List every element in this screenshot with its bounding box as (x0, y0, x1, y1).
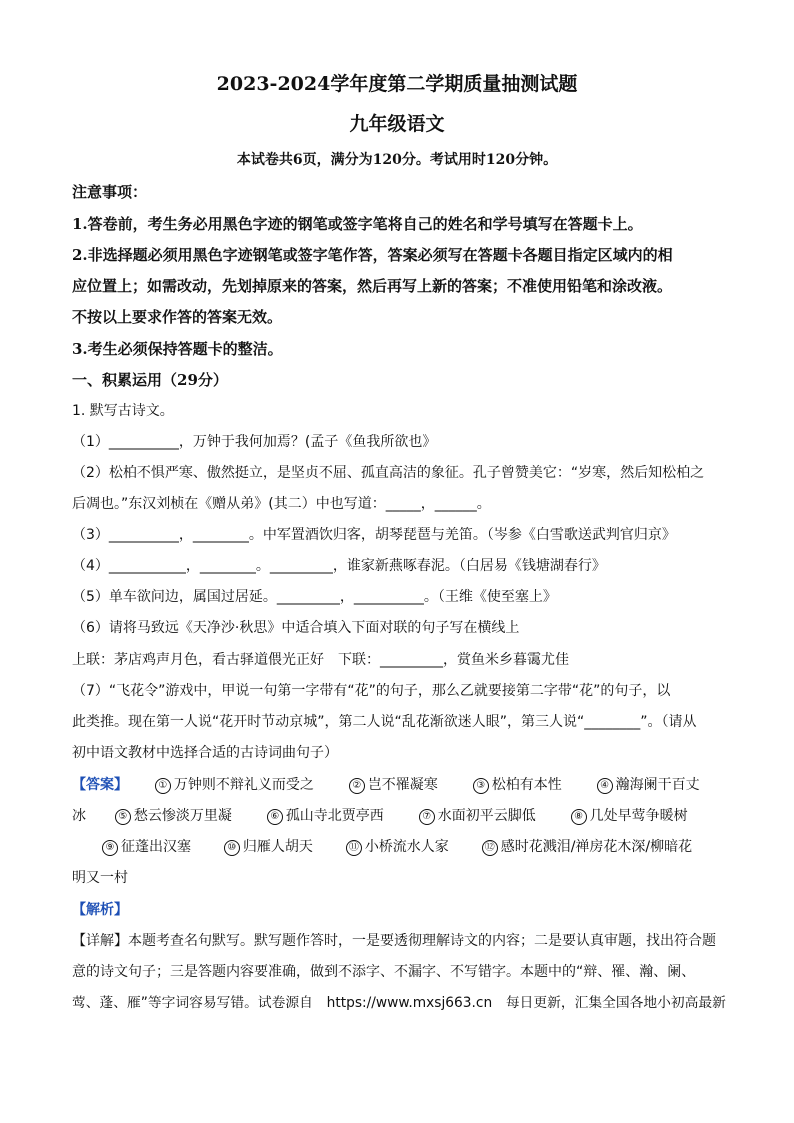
answer-item: ⑩ 归雁人胡天 (224, 839, 313, 855)
question-1-7-line-2: 此类推。现在第一人说“花开时节动京城”，第二人说“乱花渐欲迷人眼”，第三人说“________”。（请从 (72, 714, 697, 730)
answer-item: ⑤ 愁云惨淡万里凝 (115, 808, 232, 824)
analysis-line-3: 莺、蓬、雁”等字词容易写错。试卷源自 https://www.mxsj663.cn 每日更新，汇集全国各地小初高最新 (72, 995, 726, 1011)
exam-info: 本试卷共6页，满分为120分。考试用时120分钟。 (236, 152, 558, 168)
notice-item-3: 3.考生必须保持答题卡的整洁。 (72, 340, 283, 358)
answer-item: ⑦ 水面初平云脚低 (419, 808, 536, 824)
answer-item: ⑫ 感时花溅泪/禅房花木深/柳暗花 (482, 839, 692, 855)
section-heading: 一、积累运用（29分） (72, 371, 228, 389)
answer-item: ⑪ 小桥流水人家 (346, 839, 449, 855)
question-1-6: （6）请将马致远《天净沙·秋思》中适合填入下面对联的句子写在横线上 (72, 620, 520, 636)
answer-wrap-text: 冰 (72, 808, 86, 824)
analysis-label: 【解析】 (72, 902, 128, 918)
notice-item-2-line-2: 应位置上；如需改动，先划掉原来的答案，然后再写上新的答案；不准使用铅笔和涂改液。 (72, 277, 673, 295)
analysis-line-1: 【详解】本题考查名句默写。默写题作答时，一是要透彻理解诗文的内容；二是要认真审题，找出符合题 (72, 933, 716, 949)
question-1-3: （3）__________，________。中军置酒饮归客，胡琴琵琶与羌笛。（岑参《白雪歌送武判官归京》 (72, 527, 676, 543)
answer-item: ③ 松柏有本性 (473, 777, 562, 793)
notice-item-1: 1.答卷前，考生务必用黑色字迹的钢笔或签字笔将自己的姓名和学号填写在答题卡上。 (72, 215, 643, 233)
exam-subtitle: 九年级语文 (349, 113, 445, 135)
question-1-6-couplet: 上联：茅店鸡声月色，看古驿道偎光正好 下联：_________，赏鱼米乡暮霭尤佳 (72, 652, 569, 668)
question-1-2-line-1: （2）松柏不惧严寒、傲然挺立，是坚贞不屈、孤直高洁的象征。孔子曾赞美它：“岁寒，然后知松柏之 (72, 465, 705, 481)
notice-heading: 注意事项： (72, 183, 148, 201)
answer-item: ① 万钟则不辩礼义而受之 (155, 777, 314, 793)
answer-item: ④ 瀚海阑干百丈 (597, 777, 700, 793)
question-1-5: （5）单车欲问边，属国过居延。_________，__________。（王维《使至塞上》 (72, 589, 557, 605)
notice-item-2-line-3: 不按以上要求作答的答案无效。 (72, 308, 283, 326)
question-1-7-line-3: 初中语文教材中选择合适的古诗词曲句子） (72, 745, 338, 761)
answer-item: ⑧ 几处早莺争暖树 (571, 808, 688, 824)
notice-item-2-line-1: 2.非选择题必须用黑色字迹钢笔或签字笔作答，答案必须写在答题卡各题目指定区域内的相 (72, 246, 673, 264)
analysis-line-2: 意的诗文句子；三是答题内容要准确，做到不添字、不漏字、不写错字。本题中的“辩、罹、瀚、阑、 (72, 964, 696, 980)
answer-item: ⑥ 孤山寺北贾亭西 (267, 808, 384, 824)
answer-item: ⑨ 征蓬出汉塞 (102, 839, 191, 855)
answer-line-3 (102, 837, 692, 857)
question-1-stem: 1. 默写古诗文。 (72, 403, 174, 419)
question-1-2-line-2: 后凋也。”东汉刘桢在《赠从弟》(其二）中也写道：_____，______。 (72, 496, 491, 512)
question-1-7-line-1: （7）“飞花令”游戏中，甲说一句第一字带有“花”的句子，那么乙就要接第二字带“花”的句子，以 (72, 683, 671, 699)
answer-item: ② 岂不罹凝寒 (349, 777, 438, 793)
question-1-4: （4）___________，________。_________，谁家新燕啄春泥。（白居易《钱塘湖春行》 (72, 558, 606, 574)
answer-line-1 (72, 775, 700, 795)
answer-line-2 (72, 806, 688, 826)
answer-label: 【答案】 (72, 777, 128, 793)
question-1-1: （1）__________，万钟于我何加焉？(孟子《鱼我所欲也》 (72, 434, 437, 450)
answer-wrap-last: 明又一村 (72, 870, 128, 886)
exam-title: 2023-2024学年度第二学期质量抽测试题 (216, 73, 578, 95)
